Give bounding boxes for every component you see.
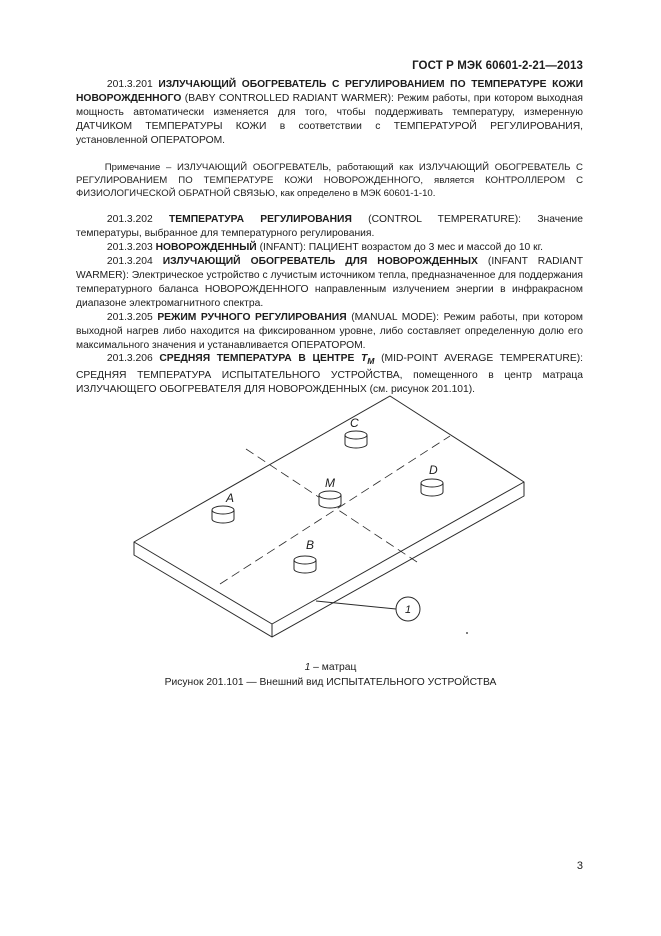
note-paragraph (76, 161, 583, 201)
clause-201-3-201 (76, 78, 583, 148)
sensor-d (421, 479, 443, 496)
clause-text: (INFANT RADIANT WARMER): Электрическое устройство с лучистым источником тепла, предназначенное для поддержания температурного баланса НОВОРОЖДЕННОГО направленным излучением энергии в инфракрасном диапазоне электромагнитного спектра. (76, 256, 583, 309)
page-number: 3 (576, 860, 583, 872)
clause-term: ИЗЛУЧАЮЩИЙ ОБОГРЕВАТЕЛЬ С РЕГУЛИРОВАНИЕМ ПО ТЕМПЕРАТУРЕ КОЖИ НОВОРОЖДЕННОГО (76, 79, 583, 104)
note-text: Примечание – ИЗЛУЧАЮЩИЙ ОБОГРЕВАТЕЛЬ, работающий как ИЗЛУЧАЮЩИЙ ОБОГРЕВАТЕЛЬ С РЕГУЛИРОВАНИЕМ ПО ТЕМПЕРАТУРЕ КОЖИ НОВОРОЖДЕННОГО, является КОНТРОЛЛЕРОМ С ФИЗИОЛОГИЧЕСКОЙ ОБРАТНОЙ СВЯЗЬЮ, как определено в МЭК 60601-1-10. (76, 161, 583, 200)
document-body (76, 78, 583, 397)
clause-201-3-203 (76, 241, 583, 255)
sensor-m (319, 491, 341, 508)
legend-text: – матрац (310, 662, 357, 673)
label-m: M (325, 476, 335, 490)
mattress-front-edge (134, 542, 272, 637)
sensor-c (345, 431, 367, 448)
callout-1 (316, 597, 420, 621)
sensor-b (294, 556, 316, 573)
clause-number: 201.3.203 (106, 242, 153, 254)
clause-201-3-204 (76, 255, 583, 311)
clause-term: НОВОРОЖДЕННЫЙ (155, 242, 257, 254)
figure-caption: Рисунок 201.101 — Внешний вид ИСПЫТАТЕЛЬНОГО УСТРОЙСТВА (164, 677, 497, 688)
clause-text: (CONTROL TEMPERATURE): Значение температуры, выбранное для температурного регулирования. (76, 214, 583, 240)
term-symbol: T (360, 353, 368, 365)
scan-speck (466, 632, 468, 634)
mattress-figure (120, 384, 540, 644)
label-b: B (306, 538, 315, 552)
label-d: D (429, 463, 438, 477)
clause-201-3-205 (76, 311, 583, 353)
document-header: ГОСТ Р МЭК 60601-2-21—2013 (412, 60, 583, 72)
clause-number: 201.3.201 (106, 79, 153, 90)
label-c: C (350, 416, 359, 430)
clause-term: ИЗЛУЧАЮЩИЙ ОБОГРЕВАТЕЛЬ ДЛЯ НОВОРОЖДЕННЫХ (162, 256, 478, 268)
clause-text: (INFANT): ПАЦИЕНТ возрастом до 3 мес и массой до 10 кг. (259, 242, 543, 254)
figure-legend (0, 662, 661, 673)
centre-line-short (220, 436, 450, 584)
clause-term: СРЕДНЯЯ ТЕМПЕРАТУРА В ЦЕНТРЕ (159, 353, 355, 365)
clause-number: 201.3.206 (106, 353, 153, 365)
label-a: A (226, 491, 235, 505)
clause-text: (MANUAL MODE): Режим работы, при котором выходной нагрев либо находится на фиксированном уровне, либо составляет определенную долю его максимального значения и устанавливается ОПЕРАТОРОМ. (76, 311, 583, 351)
clause-text: (MID-POINT AVERAGE TEMPERATURE): СРЕДНЯЯ ТЕМПЕРАТУРА ИСПЫТАТЕЛЬНОГО УСТРОЙСТВА, помещенного в центр матраца ИЗЛУЧАЮЩЕГО ОБОГРЕВАТЕЛЯ ДЛЯ НОВОРОЖДЕННЫХ (см. рисунок 201.101). (76, 353, 583, 396)
clause-201-3-202 (76, 213, 583, 241)
clause-term: ТЕМПЕРАТУРА РЕГУЛИРОВАНИЯ (169, 214, 352, 226)
term-subscript: M (367, 356, 375, 367)
clause-number: 201.3.202 (106, 214, 153, 226)
legend-number: 1 (304, 662, 311, 673)
callout-label: 1 (405, 604, 412, 616)
clause-number: 201.3.205 (106, 311, 153, 323)
sensor-a (212, 506, 234, 523)
clause-text: (BABY CONTROLLED RADIANT WARMER): Режим работы, при котором выходная мощность автоматически изменяется для того, чтобы поддерживать температуру, измеренную ДАТЧИКОМ ТЕМПЕРАТУРЫ КОЖИ в соответствии с ТЕМПЕРАТУРОЙ РЕГУЛИРОВАНИЯ, установленной ОПЕРАТОРОМ. (76, 92, 583, 146)
clause-term: РЕЖИМ РУЧНОГО РЕГУЛИРОВАНИЯ (157, 311, 347, 323)
clause-number: 201.3.204 (106, 256, 153, 268)
